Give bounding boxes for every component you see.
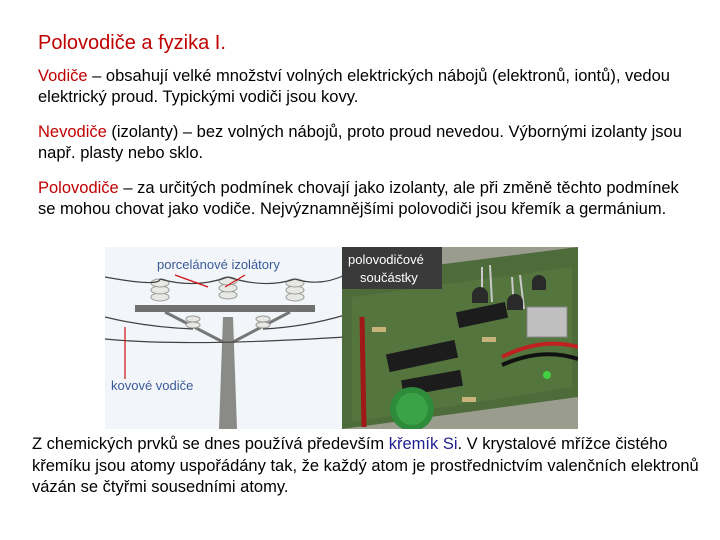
term-insulators: Nevodiče bbox=[38, 123, 107, 141]
label-insulators: porcelánové izolátory bbox=[157, 257, 280, 272]
silicon-text-after: . V krystalové mřížce čistého křemíku jsou atomy uspořádány tak, že každý atom je prostřednictvím valenčních elektronů vázán se čtyřmi sousedními atomy. bbox=[32, 435, 699, 496]
label-semiconductor-line1: polovodičové bbox=[348, 252, 424, 267]
power-line-photo bbox=[105, 247, 345, 429]
text-conductors: – obsahují velké množství volných elektrických nábojů (elektronů, iontů), vedou elektrický proud. Typickými vodiči jsou kovy. bbox=[38, 67, 670, 106]
pcb-photo bbox=[342, 247, 578, 429]
page-title: Polovodiče a fyzika I. bbox=[38, 32, 226, 54]
paragraph-conductors bbox=[38, 66, 698, 108]
silicon-text-before: Z chemických prvků se dnes používá především bbox=[32, 435, 389, 453]
term-semiconductors: Polovodiče bbox=[38, 179, 119, 197]
paragraph-semiconductors bbox=[38, 178, 698, 220]
label-semiconductor-line2: součástky bbox=[360, 270, 418, 285]
text-semiconductors: – za určitých podmínek chovají jako izolanty, ale při změně těchto podmínek se mohou chovat jako vodiče. Nejvýznamnějšími polovodiči jsou křemík a germánium. bbox=[38, 179, 679, 218]
term-conductors: Vodiče bbox=[38, 67, 88, 85]
silicon-highlight: křemík Si bbox=[388, 435, 458, 453]
text-insulators: (izolanty) – bez volných nábojů, proto proud nevedou. Výbornými izolanty jsou např. plasty nebo sklo. bbox=[38, 123, 682, 162]
paragraph-silicon bbox=[32, 434, 702, 499]
label-wires: kovové vodiče bbox=[111, 378, 194, 393]
paragraph-insulators bbox=[38, 122, 698, 164]
